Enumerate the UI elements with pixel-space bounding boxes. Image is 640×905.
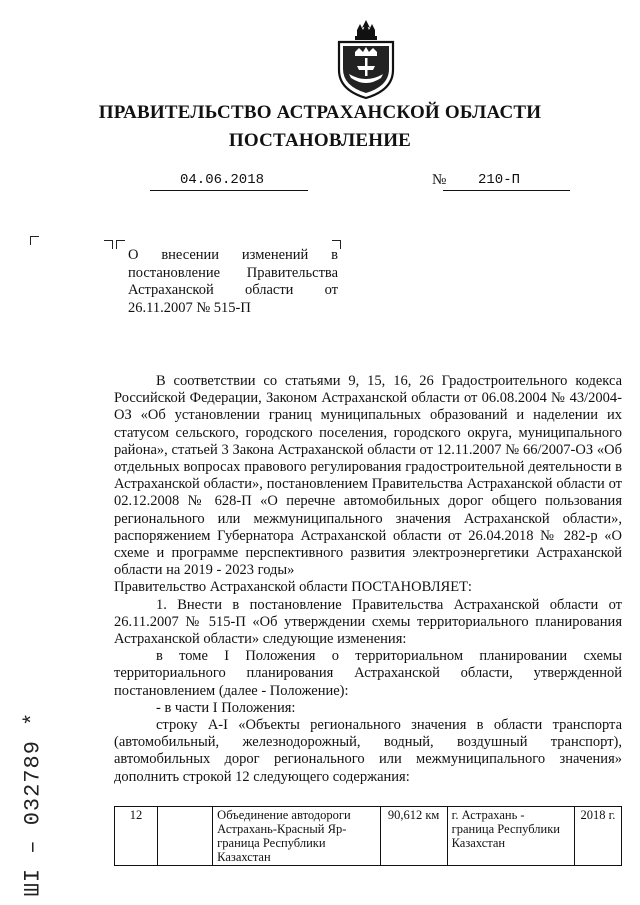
cell-row-number: 12 [115,807,158,866]
item-1a-paragraph: в томе I Положения о территориальном планировании схемы территориального планирования Астраханской области, утвержденной постановлением (далее - Положение): [114,648,622,699]
cell-location: г. Астрахань - граница Республики Казахстан [447,807,574,866]
left-margin-corner-mark [30,236,39,245]
subject-line: постановление Правительства [128,264,338,281]
date-underline [150,190,308,191]
subject-line: О внесении изменений в [128,247,338,263]
serial-stamp-text: ШI – 032789 * [20,711,46,897]
serial-stamp [18,704,48,904]
document-body [114,373,622,786]
subject-bracket-inner-mark [104,240,113,249]
subject-line: Астраханской области от [128,282,338,298]
cell-blank [158,807,213,866]
document-type-title: ПОСТАНОВЛЕНИЕ [228,130,412,151]
item-1-paragraph: 1. Внести в постановление Правительства Астраханской области от 26.11.2007 № 515-П «Об утверждении схемы территориального планирования Астраханской области» следующие изменения: [114,596,622,648]
document-number: 210-П [478,172,521,188]
subject-bracket-left [116,240,125,249]
cell-object-name: Объединение автодороги Астрахань-Красный Яр-граница Республики Казахстан [213,807,380,866]
cell-length: 90,612 км [380,807,447,866]
subject-line: 26.11.2007 № 515-П [128,299,251,316]
cell-year: 2018 г. [574,807,621,866]
number-underline [443,190,570,191]
coat-of-arms-emblem [335,18,397,100]
subject-heading [128,247,338,317]
item-1a-row-instruction: строку А-I «Объекты регионального значения в области транспорта (автомобильный, железнодорожный, водный, воздушный транспорт), автомобильных дорог регионального или межмуниципального значения» дополнить строкой 12 следующего содержания: [114,717,622,785]
document-date: 04.06.2018 [180,172,265,188]
resolution-statement: Правительство Астраханской области ПОСТАНОВЛЯЕТ: [114,579,472,596]
preamble-paragraph: В соответствии со статьями 9, 15, 16, 26 Градостроительного кодекса Российской Федерации, Законом Астраханской области от 06.08.2004 № 43/2004-ОЗ «Об установлении границ муниципальных образований и наделении их статусом сельского, городского поселения, городского округа, муниципального района», статьей 3 Закона Астраханской области от 12.11.2007 № 66/2007-ОЗ «Об отдельных вопросах правового регулирования градостроительной деятельности в Астраханской области», постановлением Правительства Астраханской области от 02.12.2008 № 628-П «О перечне автомобильных дорог общего пользования регионального или межмуниципального значения Астраханской области», распоряжением Губернатора Астраханской области от 26.04.2018 № 282-р «О схеме и программе перспективного развития электроэнергетики Астраханской области на 2019 - 2023 годы» [114,373,622,579]
table-row [115,807,622,866]
item-1a-subitem: - в части I Положения: [156,699,296,716]
organization-title: ПРАВИТЕЛЬСТВО АСТРАХАНСКОЙ ОБЛАСТИ [98,102,542,123]
addition-table [114,806,622,866]
number-sign: № [432,172,447,188]
